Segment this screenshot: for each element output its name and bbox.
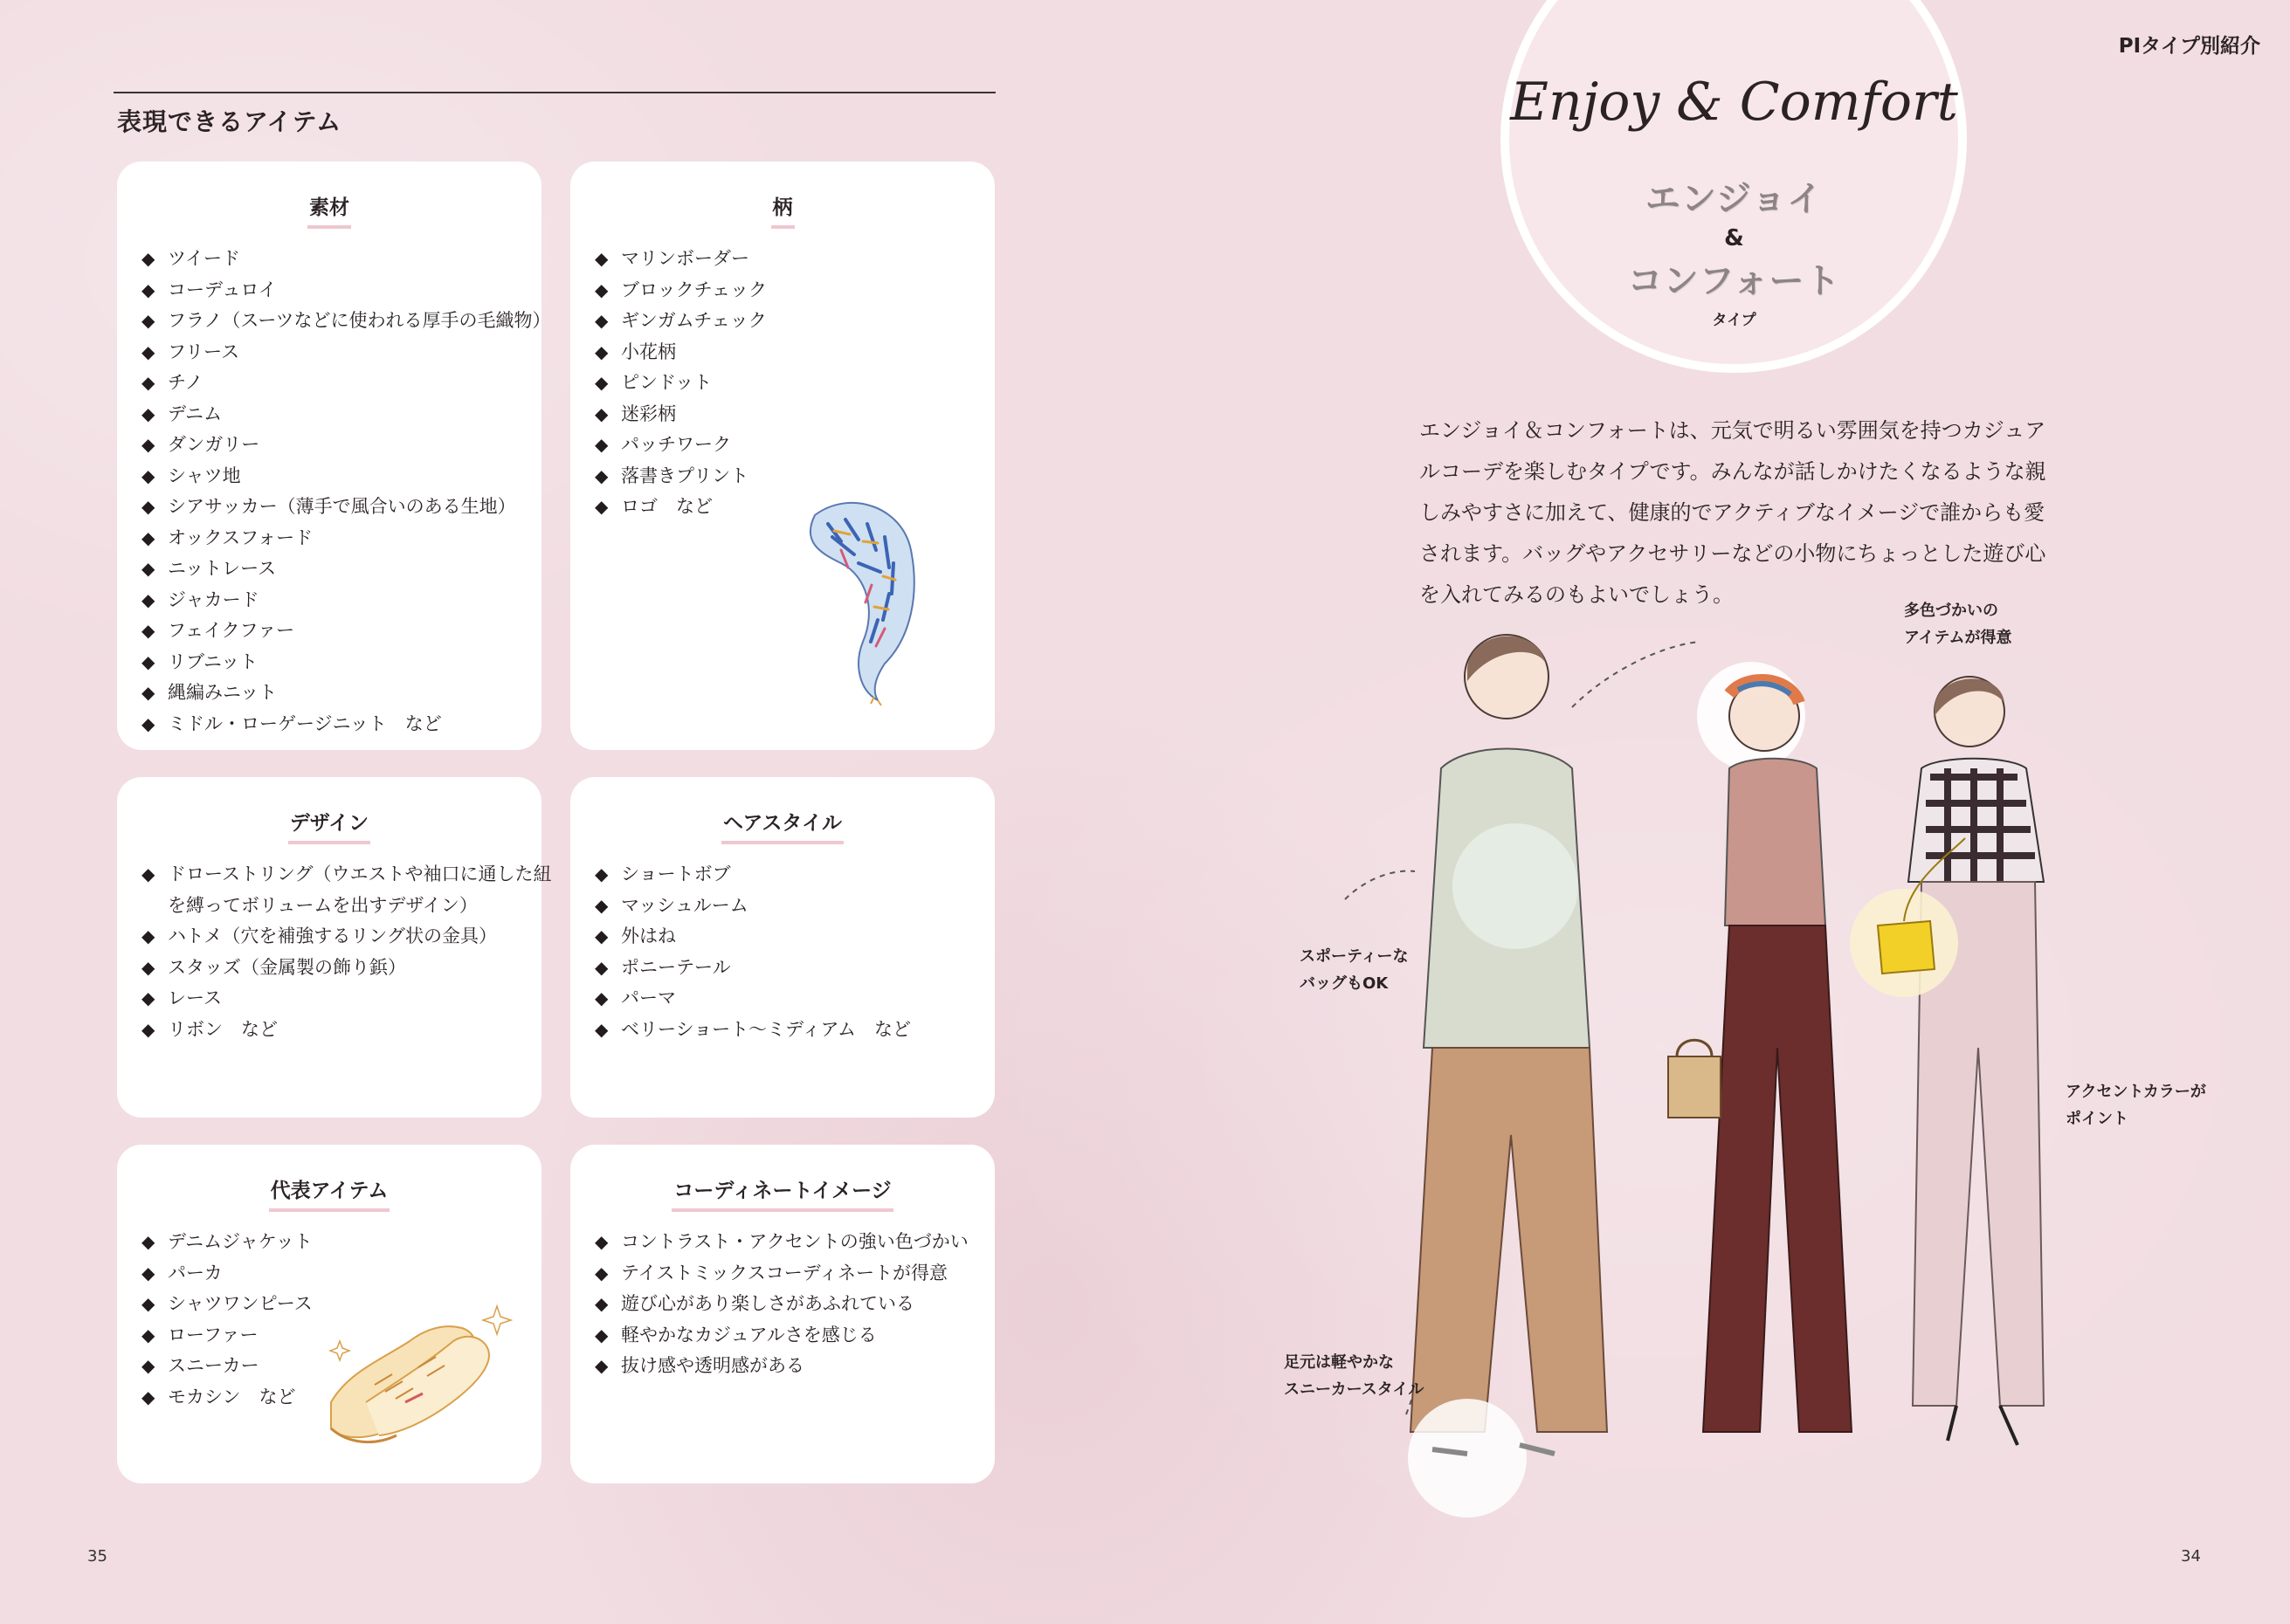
- intro-line: エンジョイ＆コンフォートは、元気で明るい雰囲気を持つカジュア: [1419, 418, 2046, 443]
- list-item: ◆ ミドル・ローゲージニット など: [141, 709, 550, 740]
- intro-line: しみやすさに加えて、健康的でアクティブなイメージで誰からも愛: [1419, 500, 2045, 525]
- jp-title-amp: &: [1724, 225, 1744, 251]
- list-item: ◆ オックスフォード: [141, 523, 550, 554]
- list-item: ◆ 抜け感や透明感がある: [595, 1351, 969, 1382]
- list-item: ◆ 落書きプリント: [595, 461, 767, 492]
- card-title: 柄: [570, 191, 995, 229]
- callout-accent: アクセントカラーが ポイント: [2066, 1083, 2206, 1128]
- list-item: ◆ シャツワンピース: [141, 1289, 313, 1320]
- card-title: コーディネートイメージ: [570, 1174, 995, 1212]
- list-item: ◆ ジャカード: [141, 585, 550, 616]
- card-title: デザイン: [117, 807, 541, 844]
- card-hairstyle: [570, 777, 995, 1118]
- list-item: ◆ コントラスト・アクセントの強い色づかい: [595, 1227, 969, 1258]
- list-item: ◆ フラノ（スーツなどに使われる厚手の毛織物）: [141, 306, 550, 337]
- intro-line: を入れてみるのもよいでしょう。: [1419, 582, 1734, 607]
- list-item: ◆ パーカ: [141, 1258, 313, 1290]
- scarf-illustration: [780, 489, 937, 707]
- list-item: ◆ リブニット: [141, 647, 550, 678]
- material-list: [141, 244, 550, 740]
- list-item: ◆ 小花柄: [595, 337, 767, 368]
- callout-scarf: 多色づかいの アイテムが得意: [1904, 602, 2012, 647]
- list-item: ◆ ローファー: [141, 1320, 313, 1352]
- list-item: ◆ ショートボブ: [595, 859, 911, 891]
- header-label: PIタイプ別紹介: [2118, 35, 2260, 58]
- list-item: ◆ ポニーテール: [595, 953, 911, 984]
- callout-shoes: 足元は軽やかな スニーカースタイル: [1284, 1353, 1424, 1399]
- jp-title-line1: エンジョイ: [1645, 179, 1824, 219]
- list-item: ◆ マリンボーダー: [595, 244, 767, 275]
- intro-line: ルコーデを楽しむタイプです。みんなが話しかけたくなるような親: [1419, 459, 2046, 484]
- card-title: 代表アイテム: [117, 1174, 541, 1212]
- card-representative-items: [117, 1145, 541, 1483]
- list-item: ◆ フェイクファー: [141, 616, 550, 647]
- list-item: ◆ チノ: [141, 368, 550, 399]
- coordinate-list: [595, 1227, 969, 1382]
- list-item: ◆ フリース: [141, 337, 550, 368]
- list-item: ◆ 遊び心があり楽しさがあふれている: [595, 1289, 969, 1320]
- design-list: [141, 859, 552, 1045]
- list-item: ◆ レース: [141, 983, 552, 1015]
- list-item: ◆ ダンガリー: [141, 430, 550, 461]
- list-item: ◆ マッシュルーム: [595, 891, 911, 922]
- list-item: ◆ コーデュロイ: [141, 275, 550, 306]
- page-number-right: 34: [2181, 1547, 2201, 1566]
- intro-text: [1419, 410, 2197, 616]
- sneakers-illustration: [314, 1289, 514, 1463]
- list-item: ◆ シアサッカー（薄手で風合いのある生地）: [141, 492, 550, 523]
- list-item: ◆ テイストミックスコーディネートが得意: [595, 1258, 969, 1290]
- section-rule: [114, 92, 996, 93]
- card-design: [117, 777, 552, 1118]
- list-item: ◆ ギンガムチェック: [595, 306, 767, 337]
- representative-list: [141, 1227, 313, 1413]
- list-item: ◆ ドローストリング（ウエストや袖口に通した紐 を縛ってボリュームを出すデザイン）: [141, 859, 552, 921]
- pattern-list: [595, 244, 767, 523]
- list-item: ◆ ニットレース: [141, 554, 550, 585]
- list-item: ◆ 縄編みニット: [141, 678, 550, 709]
- card-coordinate-image: [570, 1145, 995, 1483]
- card-title: 素材: [117, 191, 541, 229]
- list-item: ◆ パッチワーク: [595, 430, 767, 461]
- card-title: ヘアスタイル: [570, 807, 995, 844]
- card-material: [117, 162, 551, 750]
- list-item: ◆ 軽やかなカジュアルさを感じる: [595, 1320, 969, 1352]
- jp-type-label: タイプ: [1712, 312, 1756, 329]
- callout-bag: スポーティーな バッグもOK: [1300, 947, 1409, 993]
- list-item: ◆ スニーカー: [141, 1351, 313, 1382]
- jp-title-line2: コンフォート: [1627, 261, 1841, 301]
- list-item: ◆ シャツ地: [141, 461, 550, 492]
- list-item: ◆ デニムジャケット: [141, 1227, 313, 1258]
- list-item: ◆ 外はね: [595, 921, 911, 953]
- list-item: ◆ ツイード: [141, 244, 550, 275]
- intro-line: されます。バッグやアクセサリーなどの小物にちょっとした遊び心: [1419, 541, 2046, 566]
- list-item: ◆ ブロックチェック: [595, 275, 767, 306]
- hairstyle-list: [595, 859, 911, 1045]
- list-item: ◆ パーマ: [595, 983, 911, 1015]
- list-item: ◆ デニム: [141, 399, 550, 430]
- card-pattern: [570, 162, 995, 750]
- list-item: ◆ ハトメ（穴を補強するリング状の金具）: [141, 921, 552, 953]
- list-item: ◆ リボン など: [141, 1015, 552, 1046]
- list-item: ◆ スタッズ（金属製の飾り鋲）: [141, 953, 552, 984]
- page-number-left: 35: [87, 1547, 107, 1566]
- section-title: 表現できるアイテム: [117, 107, 342, 136]
- list-item: ◆ 迷彩柄: [595, 399, 767, 430]
- list-item: ◆ モカシン など: [141, 1382, 313, 1414]
- list-item: ◆ ロゴ など: [595, 492, 767, 523]
- list-item: ◆ ピンドット: [595, 368, 767, 399]
- list-item: ◆ ベリーショート〜ミディアム など: [595, 1015, 911, 1046]
- script-title: Enjoy & Comfort: [1510, 72, 1958, 133]
